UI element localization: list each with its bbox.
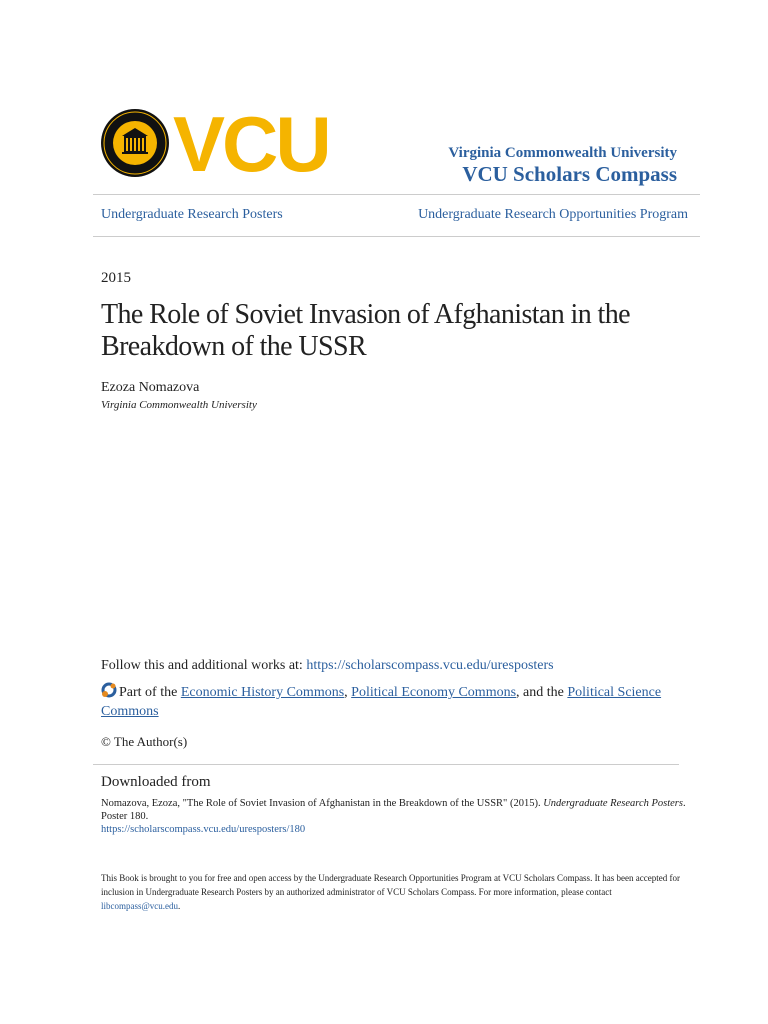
economic-history-commons-link[interactable]: Economic History Commons: [180, 685, 345, 700]
follow-line: [101, 658, 554, 674]
vcu-wordmark[interactable]: VCU: [173, 100, 329, 188]
university-name[interactable]: Virginia Commonwealth University: [448, 145, 677, 161]
copyright-notice: © The Author(s): [101, 734, 188, 749]
citation-series: Undergraduate Research Posters: [543, 798, 683, 809]
notice-end: .: [178, 901, 181, 911]
follow-prefix: Follow this and additional works at:: [101, 658, 307, 673]
part-of-separator: , and the: [516, 685, 568, 700]
vcu-seal-icon: [100, 108, 170, 178]
download-divider: [93, 764, 679, 765]
political-science-commons-link[interactable]: Political Science Commons: [101, 685, 662, 719]
contact-email-link[interactable]: libcompass@vcu.edu: [101, 901, 179, 911]
item-url-link[interactable]: https://scholarscompass.vcu.edu/uresposters/180: [101, 824, 306, 835]
nav-divider: [93, 236, 700, 237]
collection-url-link[interactable]: https://scholarscompass.vcu.edu/uresposters: [306, 658, 554, 673]
author-name: Ezoza Nomazova: [101, 380, 200, 395]
commons-network-icon: [101, 682, 117, 698]
part-of-prefix: Part of the: [119, 685, 181, 700]
part-of-line: [101, 682, 701, 721]
repository-name[interactable]: VCU Scholars Compass: [462, 162, 677, 186]
citation-main: Nomazova, Ezoza, "The Role of Soviet Invasion of Afghanistan in the Breakdown of the USSR" (2015).: [101, 798, 544, 809]
political-economy-commons-link[interactable]: Political Economy Commons: [351, 685, 517, 700]
notice-text: This Book is brought to you for free and open access by the Undergraduate Research Opportunities Program at VCU Scholars Compass. It has been accepted for inclusion in Undergraduate Research Posters by an authorized administrator of VCU Scholars Compass. For more information, please contact: [101, 873, 681, 897]
part-of-separator: ,: [344, 685, 352, 700]
citation-tail: . Poster 180.: [101, 798, 686, 822]
author-affiliation: Virginia Commonwealth University: [101, 399, 257, 411]
downloaded-from-heading: Downloaded from: [101, 774, 211, 790]
page-title: The Role of Soviet Invasion of Afghanistan in the Breakdown of the USSR: [101, 299, 630, 362]
publication-year: 2015: [101, 270, 131, 286]
nav-link-urop[interactable]: Undergraduate Research Opportunities Program: [418, 207, 688, 222]
header-divider: [93, 194, 700, 195]
open-access-notice: [101, 871, 681, 913]
nav-link-undergraduate-research-posters[interactable]: Undergraduate Research Posters: [101, 207, 283, 222]
citation-text: [101, 797, 691, 823]
